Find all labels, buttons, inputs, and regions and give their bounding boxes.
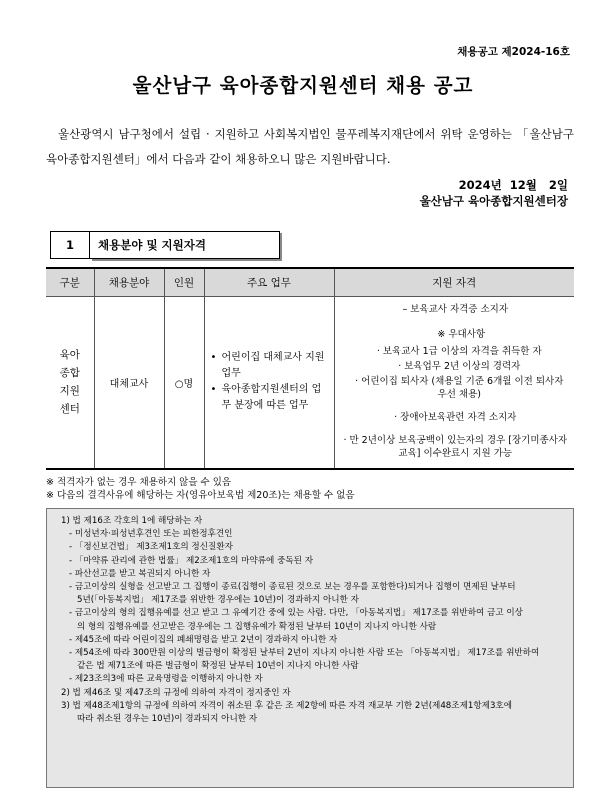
disqualification-sub: 5년(「아동복지법」 제17조를 위반한 경우에는 10년)이 경과하지 아니한 자 (77, 595, 359, 606)
disqualification-item: 2) 법 제46조 및 제47조의 규정에 의하여 자격이 정지중인 자 (61, 687, 291, 698)
section-number: 1 (50, 231, 90, 259)
disqualification-sub: - 제45조에 따라 어린이집의 폐쇄명령을 받고 2년이 경과하지 아니한 자 (69, 634, 338, 645)
division-cell: 육아 종합 지원 센터 (46, 296, 94, 469)
header-field: 채용분야 (94, 268, 164, 296)
notice-date: 2024년 12월 2일 (458, 178, 568, 192)
disqualification-item-cont: 따라 취소된 경우는 10년)이 경과되지 아니한 자 (77, 714, 258, 725)
disqualification-box (46, 508, 574, 788)
preference-item: · 만 2년이상 보육공백이 있는자의 경우 [장기미종사자교육] 이수완료시 지원 가능 (343, 434, 568, 459)
header-qualifications: 지원 자격 (334, 268, 574, 296)
header-division: 구분 (46, 268, 94, 296)
disqualification-item: 3) 법 제48조제1항의 규정에 의하여 자격이 취소된 후 같은 조 제2항에 따른 자격 재교부 기한 2년(제48조제1항제3호에 (61, 700, 513, 711)
qualifications-cell (334, 296, 574, 469)
count-cell: ○명 (164, 296, 204, 469)
preference-item: · 보육업무 2년 이상의 경력자 (398, 360, 521, 372)
duty-item: • 육아종합지원센터의 업무 분장에 따른 업무 (211, 382, 330, 414)
intro-paragraph: 울산광역시 남구청에서 설립 · 지원하고 사회복지법인 물푸레복지재단에서 위탁 운영하는 「울산남구 육아종합지원센터」에서 다음과 같이 채용하오니 많은 지원바랍니다. (46, 127, 574, 166)
disqualification-sub: 의 형의 집행유예를 선고받은 경우에는 그 집행유예가 확정된 날부터 10년이 지나지 아니한 사람 (77, 621, 437, 632)
table-header-row (46, 268, 574, 296)
disqualification-sub: - 금고이상의 형의 집행유예를 선고 받고 그 유예기간 중에 있는 사람. 다만, 「아동복지법」 제17조를 위반하여 금고 이상 (69, 608, 523, 619)
preference-item: · 장애아보육관련 자격 소지자 (394, 411, 517, 423)
disqualification-sub: 같은 법 제71조에 따른 벌금형이 확정된 날부터 10년이 지나지 아니한 사람 (77, 661, 359, 672)
disqualification-sub: - 제54조에 따라 300만원 이상의 벌금형이 확정된 날부터 2년이 지나지 아니한 사람 또는 「아동복지법」 제17조를 위반하여 (69, 648, 540, 659)
table-row (46, 296, 574, 469)
duties-cell (204, 296, 334, 469)
disqualification-sub: - 금고이상의 실형을 선고받고 그 집행이 종료(집행이 종료된 것으로 보는 경우를 포함한다)되거나 집행이 면제된 날부터 (69, 582, 516, 593)
note-item: ※ 적격자가 없는 경우 채용하지 않을 수 있음 (46, 477, 232, 488)
page-title: 울산남구 육아종합지원센터 채용 공고 (132, 74, 474, 97)
disqualification-sub: - 「정신보건법」 제3조제1호의 정신질환자 (69, 542, 233, 553)
disqualification-sub: - 미성년자·피성년후견인 또는 피한정후견인 (69, 529, 233, 540)
notes (46, 476, 355, 502)
preference-item: · 보육교사 1급 이상의 자격을 취득한 자 (376, 345, 542, 357)
qualification-main: – 보육교사 자격증 소지자 (402, 303, 509, 315)
duty-item: • 어린이집 대체교사 지원업무 (211, 350, 330, 382)
field-cell: 대체교사 (94, 296, 164, 469)
note-item: ※ 다음의 결격사유에 해당하는 자(영유아보육법 제20조)는 채용할 수 없음 (46, 490, 355, 501)
preference-item: · 어린이집 퇴사자 (채용일 기준 6개월 이전 퇴사자 우선 채용) (355, 375, 564, 400)
section-title: 채용분야 및 지원자격 (90, 231, 280, 259)
preference-title: ※ 우대사항 (437, 328, 486, 340)
header-duties: 주요 업무 (204, 268, 334, 296)
header-count: 인원 (164, 268, 204, 296)
disqualification-sub: - 파산선고를 받고 복권되지 아니한 자 (69, 568, 211, 579)
duties-list (205, 350, 334, 414)
disqualification-sub: - 제23조의3에 따른 교육명령을 이행하지 아니한 자 (69, 674, 263, 685)
disqualification-item: 1) 법 제16조 각호의 1에 해당하는 자 (61, 516, 203, 526)
disqualification-sub: - 「마약류 관리에 관한 법률」 제2조제1호의 마약류에 중독된 자 (69, 555, 314, 566)
issuing-organization: 울산남구 육아종합지원센터장 (419, 194, 568, 208)
recruitment-table (46, 267, 574, 470)
notice-number: 채용공고 제2024-16호 (457, 46, 570, 58)
